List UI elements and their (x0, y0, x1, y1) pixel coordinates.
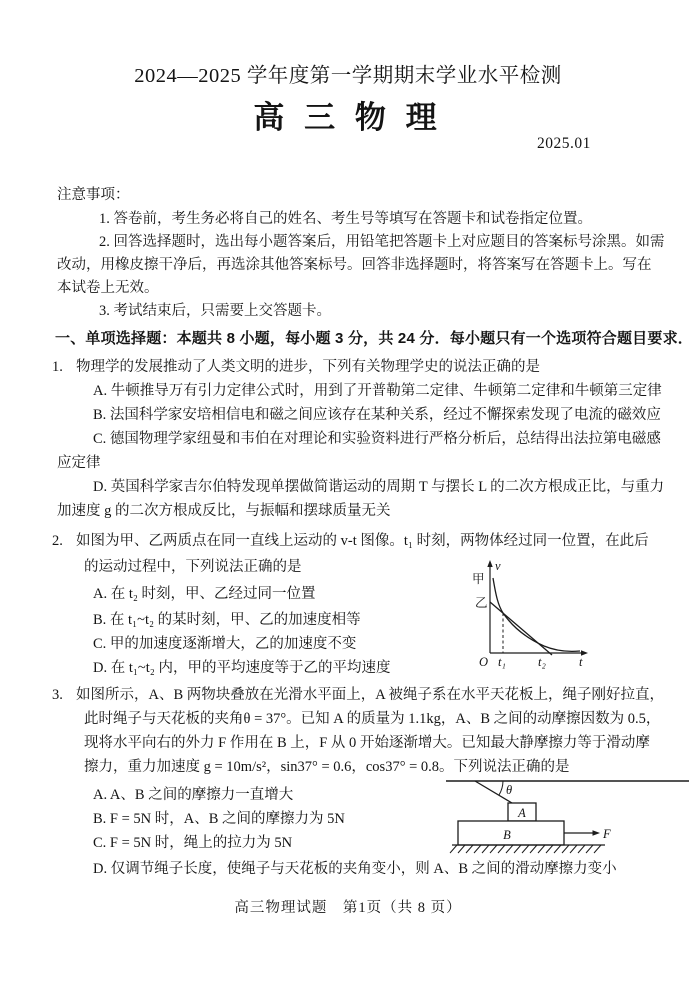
notice-line-1: 1. 答卷前，考生务必将自己的姓名、考生号等填写在答题卡和试卷指定位置。 (99, 211, 592, 227)
origin-label: O (479, 655, 489, 669)
series-yi-label: 乙 (475, 596, 488, 610)
question-3-stem: 如图所示，A、B 两物块叠放在光滑水平面上，A 被绳子系在水平天花板上，绳子刚好拉直， (76, 687, 665, 703)
question-1-option-b: B. 法国科学家安培相信电和磁之间应该存在某种关系，经过不懈探索发现了电流的磁效应 (93, 407, 661, 423)
question-3-option-a: A. A、B 之间的摩擦力一直增大 (93, 787, 294, 803)
exam-date: 2025.01 (537, 135, 591, 152)
question-3-stem-line (52, 685, 664, 705)
t-axis-label: t (579, 655, 583, 669)
theta-arc (499, 781, 503, 795)
velocity-time-graph (466, 556, 592, 672)
question-3-option-b: B. F = 5N 时，A、B 之间的摩擦力为 5N (93, 811, 345, 827)
t1-tick-label: t₁ (498, 655, 506, 669)
line-yi (490, 602, 552, 655)
subject-title: 高 三 物 理 (253, 100, 443, 135)
question-1-option-a: A. 牛顿推导万有引力定律公式时，用到了开普勒第二定律、牛顿第二定律和牛顿第三定律 (93, 383, 662, 399)
block-b-label: B (503, 828, 511, 842)
exam-title: 2024—2025 学年度第一学期期末学业水平检测 (134, 65, 562, 87)
force-label: F (603, 827, 611, 841)
question-1-option-d: D. 英国科学家吉尔伯特发现单摆做简谐运动的周期 T 与摆长 L 的二次方根成正比，与重力 (93, 479, 665, 495)
section-1-heading: 一、单项选择题：本题共 8 小题，每小题 3 分，共 24 分．每小题只有一个选项符合题目要求． (55, 330, 693, 347)
notice-line-4: 本试卷上无效。 (57, 280, 159, 296)
question-1-option-c-wrap: 应定律 (57, 455, 101, 471)
notices-label: 注意事项： (57, 187, 130, 203)
question-3-stem-wrap-3: 擦力，重力加速度 g = 10m/s²，sin37° = 0.6，cos37° = 0.8。下列说法正确的是 (84, 759, 570, 775)
page-footer: 高三物理试题 第1页（共 8 页） (234, 900, 462, 916)
block-a-label: A (518, 806, 526, 820)
question-2-number: 2. (52, 533, 63, 549)
question-2-option-d: D. 在 t₁~t₂ 内，甲的平均速度等于乙的平均速度 (93, 660, 391, 676)
v-axis-arrow (487, 560, 492, 567)
blocks-rope-figure (443, 774, 693, 856)
question-1-option-d-wrap: 加速度 g 的二次方根成反比，与振幅和摆球质量无关 (57, 503, 391, 519)
t2-tick-label: t₂ (538, 655, 546, 669)
question-3-stem-wrap-2: 现将水平向右的外力 F 作用在 B 上，F 从 0 开始逐渐增大。已知最大静摩擦力等于滑动摩 (84, 735, 650, 751)
notice-line-2: 2. 回答选择题时，选出每小题答案后，用铅笔把答题卡上对应题目的答案标号涂黑。如需 (99, 234, 665, 250)
question-1-stem-line (52, 357, 540, 377)
question-3-option-d: D. 仅调节绳子长度，使绳子与天花板的夹角变小，则 A、B 之间的滑动摩擦力变小 (93, 861, 617, 877)
question-2-option-b: B. 在 t₁~t₂ 的某时刻，甲、乙的加速度相等 (93, 612, 361, 628)
series-jia-label: 甲 (472, 572, 485, 586)
block-b (458, 821, 564, 845)
curve-jia (493, 578, 580, 651)
theta-label: θ (506, 783, 513, 797)
question-2-option-a: A. 在 t₂ 时刻，甲、乙经过同一位置 (93, 586, 316, 602)
question-3-number: 3. (52, 687, 63, 703)
notice-line-3: 改动，用橡皮擦干净后，再选涂其他答案标号。回答非选择题时，将答案写在答题卡上。写在 (57, 257, 652, 273)
question-2-option-c: C. 甲的加速度逐渐增大，乙的加速度不变 (93, 636, 357, 652)
notice-line-5: 3. 考试结束后，只需要上交答题卡。 (99, 303, 331, 319)
question-1-option-c: C. 德国物理学家纽曼和韦伯在对理论和实验资料进行严格分析后，总结得出法拉第电磁感 (93, 431, 661, 447)
question-3-option-c: C. F = 5N 时，绳上的拉力为 5N (93, 835, 293, 851)
question-2-stem-line (52, 531, 649, 551)
force-arrow-head (593, 830, 601, 835)
ground-hatching (450, 845, 601, 853)
question-3-stem-wrap-1: 此时绳子与天花板的夹角θ = 37°。已知 A 的质量为 1.1kg，A、B 之间的动摩擦因数为 0.5， (84, 711, 661, 727)
question-2-stem: 如图为甲、乙两质点在同一直线上运动的 v-t 图像。t₁ 时刻，两物体经过同一位置，在此后 (76, 533, 649, 549)
question-1-number: 1. (52, 359, 63, 375)
v-axis-label: v (495, 559, 501, 573)
question-1-stem: 物理学的发展推动了人类文明的进步，下列有关物理学史的说法正确的是 (76, 359, 540, 375)
question-2-stem-wrap: 的运动过程中，下列说法正确的是 (84, 559, 302, 575)
